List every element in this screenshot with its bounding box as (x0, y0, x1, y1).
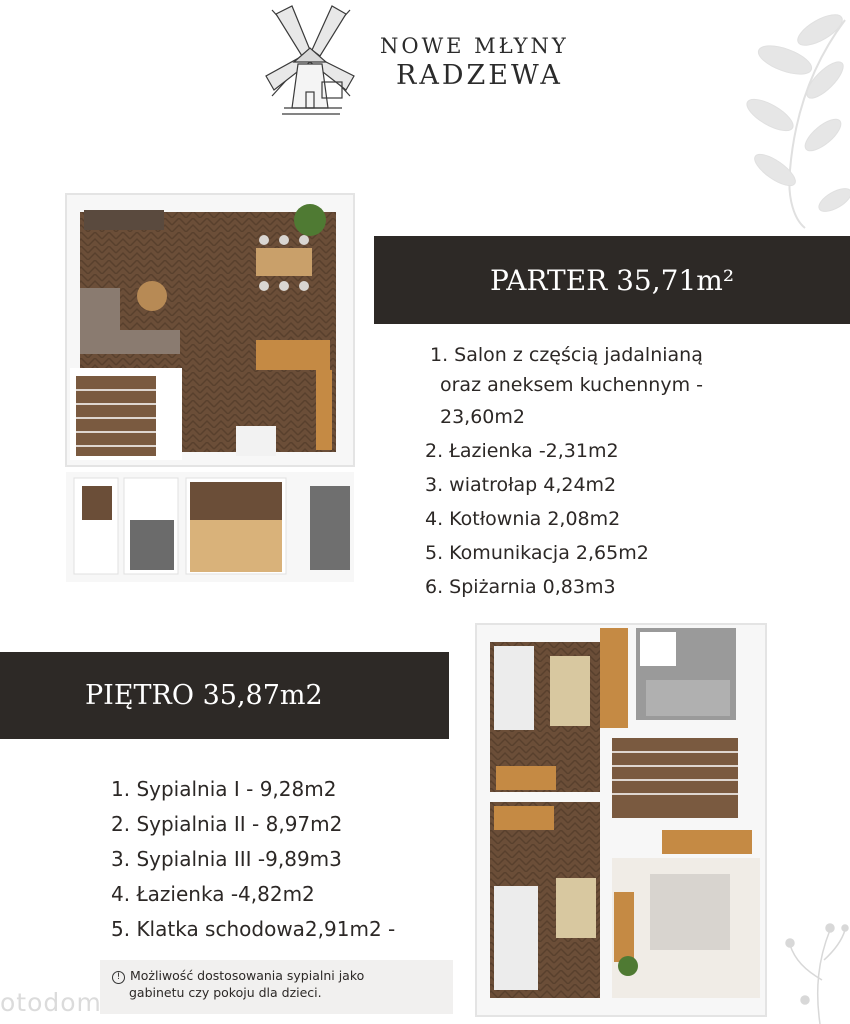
upper-floor-plan (470, 620, 775, 1020)
note-box (100, 960, 453, 1014)
note-line1: Możliwość dostosowania sypialni jako (130, 968, 365, 983)
list-item: 1. Sypialnia I - 9,28m2 (111, 777, 337, 801)
list-item: 5. Komunikacja 2,65m2 (425, 542, 649, 564)
list-item: 3. wiatrołap 4,24m2 (425, 474, 617, 496)
list-item: 23,60m2 (440, 406, 525, 428)
brand-name-line2: RADZEWA (396, 60, 563, 91)
list-item: 2. Łazienka -2,31m2 (425, 440, 619, 462)
ground-floor-title: PARTER 35,71m² (489, 263, 735, 297)
list-item: 2. Sypialnia II - 8,97m2 (111, 812, 343, 836)
watermark: otodom (0, 988, 102, 1017)
upper-floor-room-list (111, 772, 451, 947)
brand-name-line1: NOWE MŁYNY (380, 34, 569, 58)
list-item: 4. Łazienka -4,82m2 (111, 882, 315, 906)
upper-floor-title: PIĘTRO 35,87m2 (85, 680, 323, 711)
note-line2: gabinetu czy pokoju dla dzieci. (129, 985, 322, 1000)
list-item: oraz aneksem kuchennym - (440, 374, 703, 396)
upper-floor-title-banner (0, 652, 449, 739)
list-item: 4. Kotłownia 2,08m2 (425, 508, 621, 530)
info-icon: ! (112, 971, 125, 984)
decorative-branch-top (675, 0, 850, 230)
list-item: 1. Salon z częścią jadalnianą (430, 344, 703, 366)
windmill-logo (262, 4, 358, 118)
list-item: 5. Klatka schodowa2,91m2 - (111, 917, 396, 941)
ground-floor-room-list (425, 340, 840, 604)
ground-floor-plan (60, 190, 360, 610)
list-item: 3. Sypialnia III -9,89m3 (111, 847, 342, 871)
list-item: 6. Spiżarnia 0,83m3 (425, 576, 616, 598)
ground-floor-title-banner (374, 236, 850, 324)
